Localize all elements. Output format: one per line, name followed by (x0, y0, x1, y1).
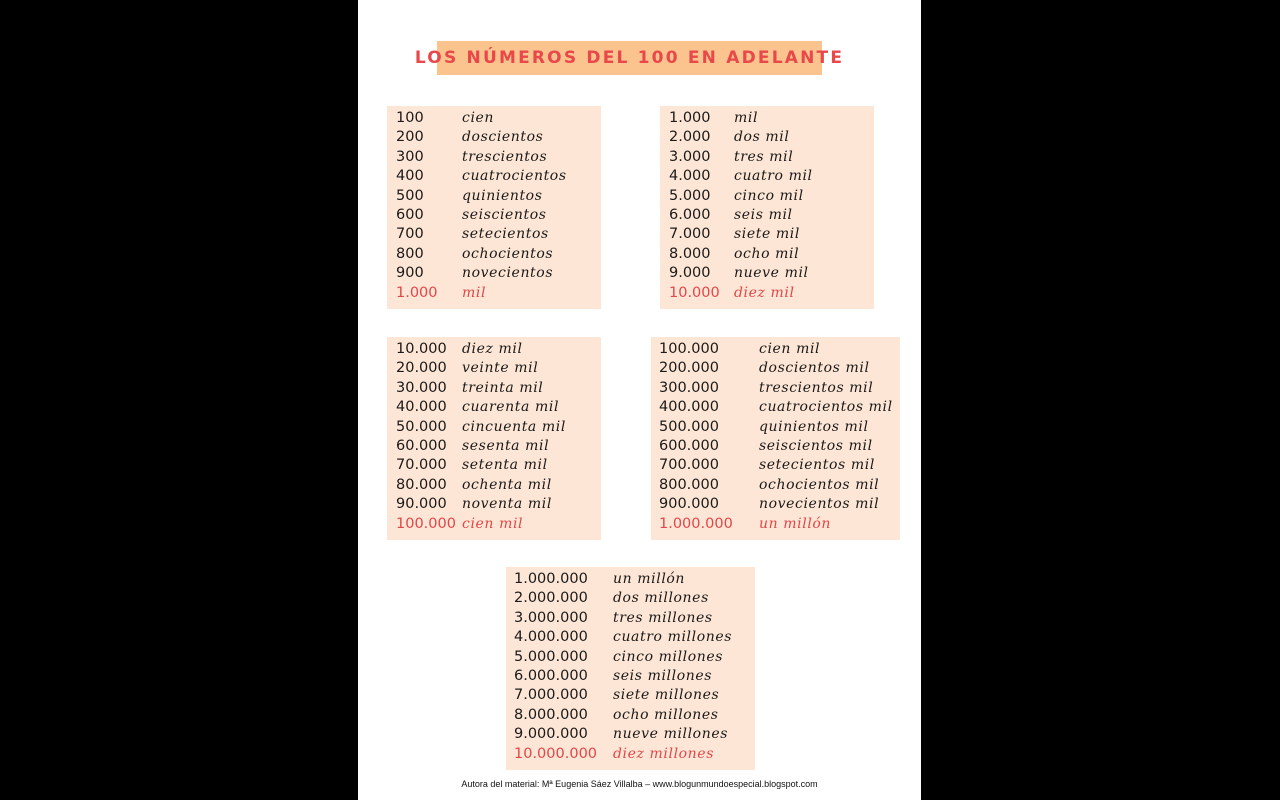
number-word: diez millones (613, 745, 714, 762)
number-table-thousands (660, 106, 874, 309)
number-value: 7.000 (669, 226, 711, 243)
number-word: quinientos (462, 187, 543, 204)
number-value: 60.000 (396, 438, 447, 454)
table-row (651, 398, 900, 417)
number-value: 200 (396, 129, 424, 146)
number-word: doscientos mil (759, 360, 870, 377)
number-word: seiscientos mil (759, 438, 873, 454)
footer-credit: Autora del material: Mª Eugenia Sáez Villalba – www.blogunmundoespecial.blogspot.com (461, 779, 818, 789)
table-row (387, 148, 601, 167)
number-value: 200.000 (659, 360, 719, 377)
title-banner (414, 41, 845, 75)
number-word: mil (462, 284, 487, 301)
number-word: nueve mil (734, 265, 809, 282)
number-value: 6.000.000 (514, 668, 588, 684)
number-word: seiscientos (462, 207, 547, 223)
number-word: cinco mil (734, 187, 804, 204)
table-row (506, 609, 755, 628)
number-value: 7.000.000 (514, 687, 588, 704)
number-value: 400 (396, 168, 424, 185)
number-table-hundred-thousands (651, 337, 900, 540)
number-word: seis mil (734, 207, 793, 223)
table-row (660, 148, 874, 167)
number-value: 9.000 (669, 265, 711, 282)
number-word: cuatrocientos mil (759, 399, 893, 416)
number-value: 70.000 (396, 457, 447, 474)
number-word: cincuenta mil (462, 418, 566, 435)
table-row (651, 495, 900, 514)
number-word: un millón (759, 515, 832, 532)
number-value: 1.000.000 (514, 571, 588, 587)
number-word: doscientos (462, 129, 544, 146)
number-value: 400.000 (659, 399, 719, 416)
number-word: setecientos (462, 226, 549, 243)
number-value: 2.000 (669, 129, 711, 146)
table-row (660, 187, 874, 206)
number-value: 8.000.000 (514, 706, 588, 723)
number-word: dos mil (734, 129, 790, 146)
table-row (387, 206, 601, 225)
number-table-hundreds (387, 106, 601, 309)
document-page (358, 0, 921, 800)
number-value: 600.000 (659, 438, 719, 454)
number-word: tres mil (734, 148, 794, 165)
table-row (387, 187, 601, 206)
number-word: ochocientos (462, 245, 554, 262)
table-row (651, 418, 900, 437)
table-row (660, 206, 874, 225)
number-word: setecientos mil (759, 457, 875, 474)
number-value: 800.000 (659, 476, 719, 493)
table-row (506, 725, 755, 744)
table-row (387, 359, 601, 378)
number-value: 9.000.000 (514, 726, 588, 743)
number-word: nueve millones (613, 726, 728, 743)
table-row (660, 167, 874, 186)
number-word: cien (462, 110, 495, 126)
number-value: 1.000 (669, 110, 711, 126)
number-value: 20.000 (396, 360, 447, 377)
table-row (387, 264, 601, 283)
number-table-ten-thousands (387, 337, 601, 540)
table-row-result (651, 515, 900, 534)
number-word: sesenta mil (462, 438, 550, 454)
table-row (387, 225, 601, 244)
number-word: diez mil (734, 284, 795, 301)
number-word: cuatro mil (734, 168, 813, 185)
table-row (660, 225, 874, 244)
table-row-result (387, 284, 601, 303)
number-value: 900.000 (659, 496, 719, 513)
table-row (506, 589, 755, 608)
number-word: cien mil (759, 341, 821, 357)
table-row (387, 379, 601, 398)
number-value: 700.000 (659, 457, 719, 474)
table-row (506, 667, 755, 686)
number-word: trescientos (462, 148, 548, 165)
number-word: cuarenta mil (462, 399, 560, 416)
number-word: ocho millones (613, 706, 719, 723)
number-value: 10.000 (396, 341, 447, 357)
number-value: 6.000 (669, 207, 711, 223)
table-row (387, 167, 601, 186)
number-value: 100 (396, 110, 424, 126)
table-row-result (660, 284, 874, 303)
number-value: 5.000.000 (514, 648, 588, 665)
table-row (387, 109, 601, 128)
number-value: 5.000 (669, 187, 711, 204)
number-value: 10.000.000 (514, 745, 598, 762)
number-value: 900 (396, 265, 424, 282)
number-value: 80.000 (396, 476, 447, 493)
page-title: LOS NÚMEROS DEL 100 EN ADELANTE (414, 48, 845, 68)
number-value: 40.000 (396, 399, 447, 416)
table-row (387, 437, 601, 456)
number-word: setenta mil (462, 457, 548, 474)
number-word: noventa mil (462, 496, 552, 513)
table-row (660, 245, 874, 264)
table-row (660, 109, 874, 128)
number-value: 600 (396, 207, 424, 223)
number-value: 8.000 (669, 245, 711, 262)
table-row (387, 340, 601, 359)
number-word: cuatro millones (613, 629, 733, 646)
number-word: un millón (613, 571, 686, 587)
number-word: novecientos (462, 265, 554, 282)
table-row (387, 398, 601, 417)
table-row (651, 476, 900, 495)
table-row (660, 128, 874, 147)
number-word: ochocientos mil (759, 476, 880, 493)
number-value: 700 (396, 226, 424, 243)
number-word: novecientos mil (759, 496, 880, 513)
number-value: 800 (396, 245, 424, 262)
table-row (387, 456, 601, 475)
number-table-millions (506, 567, 755, 770)
number-word: cinco millones (613, 648, 724, 665)
number-value: 300.000 (659, 379, 719, 396)
number-word: cien mil (462, 515, 524, 532)
number-word: ocho mil (734, 245, 800, 262)
table-row (651, 456, 900, 475)
table-row (651, 379, 900, 398)
number-word: tres millones (613, 609, 713, 626)
number-value: 1.000.000 (659, 515, 733, 532)
table-row (651, 437, 900, 456)
number-value: 4.000.000 (514, 629, 588, 646)
table-row (506, 686, 755, 705)
number-word: trescientos mil (759, 379, 874, 396)
number-value: 100.000 (659, 341, 719, 357)
table-row (506, 706, 755, 725)
number-word: siete millones (613, 687, 720, 704)
number-value: 500 (396, 187, 424, 204)
number-word: quinientos mil (759, 418, 869, 435)
table-row (387, 418, 601, 437)
number-word: cuatrocientos (462, 168, 567, 185)
number-value: 4.000 (669, 168, 711, 185)
number-value: 1.000 (396, 284, 438, 301)
table-row-result (387, 515, 601, 534)
number-value: 300 (396, 148, 424, 165)
number-word: siete mil (734, 226, 800, 243)
table-row (387, 245, 601, 264)
table-row (387, 476, 601, 495)
table-row (651, 359, 900, 378)
number-value: 3.000 (669, 148, 711, 165)
table-row-result (506, 745, 755, 764)
number-value: 100.000 (396, 515, 456, 532)
number-word: ochenta mil (462, 476, 552, 493)
number-word: veinte mil (462, 360, 539, 377)
number-word: diez mil (462, 341, 523, 357)
number-value: 30.000 (396, 379, 447, 396)
number-word: mil (734, 110, 759, 126)
table-row (387, 495, 601, 514)
number-value: 3.000.000 (514, 609, 588, 626)
number-value: 50.000 (396, 418, 447, 435)
table-row (651, 340, 900, 359)
table-row (506, 628, 755, 647)
number-value: 10.000 (669, 284, 720, 301)
table-row (660, 264, 874, 283)
table-row (387, 128, 601, 147)
number-value: 90.000 (396, 496, 447, 513)
table-row (506, 648, 755, 667)
table-row (506, 570, 755, 589)
number-word: treinta mil (462, 379, 544, 396)
number-word: dos millones (613, 590, 709, 607)
number-value: 500.000 (659, 418, 719, 435)
number-value: 2.000.000 (514, 590, 588, 607)
number-word: seis millones (613, 668, 713, 684)
